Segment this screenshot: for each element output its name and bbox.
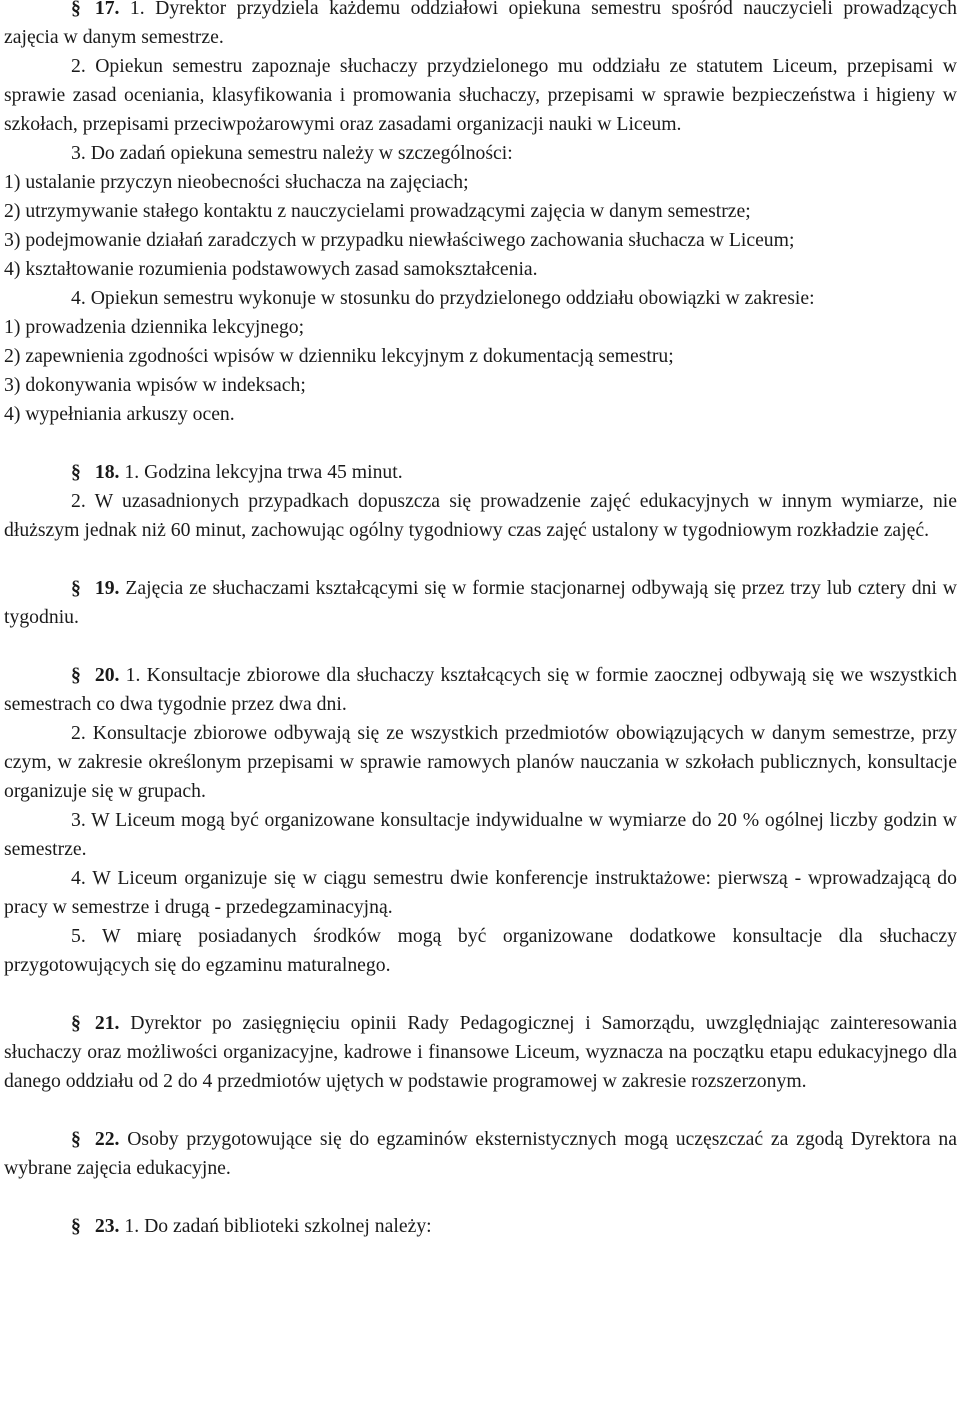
paragraph-number: 2. — [71, 490, 86, 512]
paragraph — [0, 487, 960, 545]
list-item-text: dokonywania wpisów w indeksach; — [25, 374, 306, 396]
list-item-number: 4) — [4, 258, 21, 280]
paragraph-number: 3. — [71, 142, 86, 164]
section-spacer — [0, 1183, 960, 1212]
paragraph-number: 1. — [125, 664, 141, 686]
section-paragraph — [0, 1212, 960, 1241]
paragraph-text: Zajęcia ze słuchaczami kształcącymi się w formie stacjonarnej odbywają się przez trzy lub cztery dni w tygodniu. — [4, 577, 957, 628]
section-spacer — [0, 1096, 960, 1125]
section-paragraph — [0, 1009, 960, 1096]
paragraph-text: Konsultacje zbiorowe dla słuchaczy kształcących się w formie zaocznej odbywają się we wszystkich semestrach co dwa tygodnie przez dwa dni. — [4, 664, 957, 715]
section-number: 23. — [94, 1215, 120, 1237]
section-sign: § — [71, 577, 81, 599]
list-item — [0, 226, 960, 255]
list-item-number: 1) — [4, 171, 21, 193]
list-item — [0, 197, 960, 226]
list-item — [0, 168, 960, 197]
paragraph — [0, 284, 960, 313]
list-item-number: 2) — [4, 200, 21, 222]
paragraph-text: Konsultacje zbiorowe odbywają się ze wszystkich przedmiotów obowiązujących w danym semestrze, przy czym, w zakresie określonym przepisami w sprawie ramowych planów nauczania w szkołach publicznych, konsultacje organizuje się w grupach. — [4, 722, 958, 802]
paragraph-text: Do zadań opiekuna semestru należy w szczególności: — [90, 142, 513, 164]
list-item-text: utrzymywanie stałego kontaktu z nauczycielami prowadzącymi zajęcia w danym semestrze; — [25, 200, 751, 222]
list-item-text: zapewnienia zgodności wpisów w dzienniku lekcyjnym z dokumentacją semestru; — [25, 345, 674, 367]
paragraph-text: Godzina lekcyjna trwa 45 minut. — [144, 461, 403, 483]
paragraph-number: 2. — [71, 55, 86, 77]
list-item — [0, 371, 960, 400]
section-sign: § — [71, 664, 81, 686]
list-item-text: prowadzenia dziennika lekcyjnego; — [25, 316, 305, 338]
section-spacer — [0, 545, 960, 574]
list-item-text: ustalanie przyczyn nieobecności słuchacza na zajęciach; — [25, 171, 469, 193]
paragraph-text: Dyrektor przydziela każdemu oddziałowi opiekuna semestru spośród nauczycieli prowadzących zajęcia w danym semestrze. — [4, 0, 958, 48]
paragraph-text: Opiekun semestru zapoznaje słuchaczy przydzielonego mu oddziału ze statutem Liceum, przepisami w sprawie zasad oceniania, klasyfikowania i promowania słuchaczy, przepisami w sprawie bezpieczeństwa i higieny w szkołach, przepisami przeciwpożarowymi oraz zasadami organizacji nauki w Liceum. — [4, 55, 958, 135]
paragraph-text: W Liceum organizuje się w ciągu semestru dwie konferencje instruktażowe: pierwszą - wprowadzającą do pracy w semestrze i drugą - przedegzaminacyjną. — [4, 867, 957, 918]
paragraph-number: 2. — [71, 722, 86, 744]
list-item-text: wypełniania arkuszy ocen. — [25, 403, 235, 425]
paragraph-text: Osoby przygotowujące się do egzaminów eksternistycznych mogą uczęszczać za zgodą Dyrektora na wybrane zajęcia edukacyjne. — [4, 1128, 958, 1179]
list-item — [0, 400, 960, 429]
section-number: 17. — [94, 0, 120, 19]
section-number: 20. — [94, 664, 120, 686]
section-sign: § — [71, 1012, 81, 1034]
list-item-text: podejmowanie działań zaradczych w przypadku niewłaściwego zachowania słuchacza w Liceum; — [25, 229, 795, 251]
section-spacer — [0, 429, 960, 458]
list-item — [0, 313, 960, 342]
paragraph-number: 4. — [71, 867, 86, 889]
paragraph — [0, 139, 960, 168]
section-paragraph — [0, 0, 960, 52]
section-paragraph — [0, 1125, 960, 1183]
section-number: 21. — [94, 1012, 120, 1034]
list-item-text: kształtowanie rozumienia podstawowych zasad samokształcenia. — [25, 258, 538, 280]
paragraph-text: W uzasadnionych przypadkach dopuszcza się prowadzenie zajęć edukacyjnych w innym wymiarze, nie dłuższym jednak niż 60 minut, zachowując ogólny tygodniowy czas zajęć ustalony w tygodniowym rozkładzie zajęć. — [4, 490, 957, 541]
paragraph — [0, 52, 960, 139]
paragraph — [0, 806, 960, 864]
section-paragraph — [0, 661, 960, 719]
list-item — [0, 255, 960, 284]
section-spacer — [0, 632, 960, 661]
section-paragraph — [0, 458, 960, 487]
paragraph-text: W Liceum mogą być organizowane konsultacje indywidualne w wymiarze do 20 % ogólnej liczby godzin w semestrze. — [4, 809, 957, 860]
paragraph — [0, 719, 960, 806]
paragraph-number: 4. — [71, 287, 86, 309]
paragraph-number: 3. — [71, 809, 86, 831]
paragraph-text: Opiekun semestru wykonuje w stosunku do przydzielonego oddziału obowiązki w zakresie: — [90, 287, 815, 309]
paragraph-number: 5. — [71, 925, 86, 947]
section-sign: § — [71, 461, 81, 483]
list-item-number: 1) — [4, 316, 21, 338]
section-number: 19. — [94, 577, 120, 599]
paragraph-text: W miarę posiadanych środków mogą być organizowane dodatkowe konsultacje dla słuchaczy przygotowujących się do egzaminu maturalnego. — [4, 925, 957, 976]
list-item-number: 4) — [4, 403, 21, 425]
paragraph — [0, 864, 960, 922]
section-sign: § — [71, 1215, 81, 1237]
list-item — [0, 342, 960, 371]
list-item-number: 2) — [4, 345, 21, 367]
paragraph-number: 1. — [124, 1215, 140, 1237]
section-paragraph — [0, 574, 960, 632]
section-number: 18. — [94, 461, 120, 483]
list-item-number: 3) — [4, 374, 21, 396]
paragraph-text: Do zadań biblioteki szkolnej należy: — [144, 1215, 432, 1237]
paragraph-number: 1. — [129, 0, 145, 19]
section-sign: § — [71, 0, 81, 19]
section-spacer — [0, 980, 960, 1009]
section-sign: § — [71, 1128, 81, 1150]
paragraph — [0, 922, 960, 980]
list-item-number: 3) — [4, 229, 21, 251]
paragraph-text: Dyrektor po zasięgnięciu opinii Rady Pedagogicznej i Samorządu, uwzględniając zainteresowania słuchaczy oraz możliwości organizacyjne, kadrowe i finansowe Liceum, wyznacza na początku etapu edukacyjnego dla danego oddziału od 2 do 4 przedmiotów ujętych w podstawie programowej w zakresie rozszerzonym. — [4, 1012, 957, 1092]
paragraph-number: 1. — [124, 461, 140, 483]
section-number: 22. — [94, 1128, 120, 1150]
